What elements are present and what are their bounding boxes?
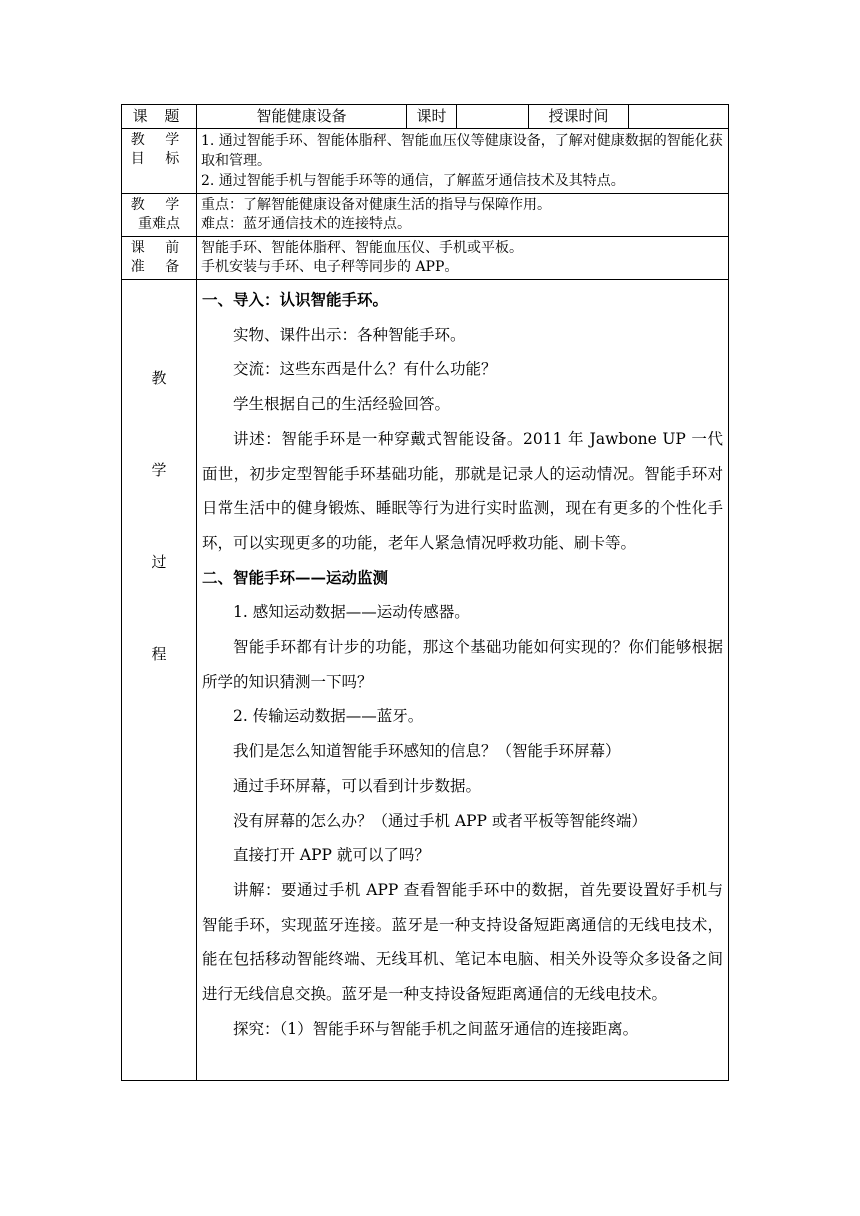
focus-content [197,194,729,237]
process-label-char-1: 教 [151,369,167,387]
process-row [122,280,729,1081]
paragraph: 没有屏幕的怎么办？（通过手机 APP 或者平板等智能终端） [233,811,647,830]
period-value [457,105,529,129]
prep-label [122,237,197,280]
prep-row [122,237,729,280]
focus-label-line-1: 教 学 [130,197,188,213]
time-label: 授课时间 [529,105,629,129]
time-value [629,105,729,129]
period-label: 课时 [407,105,457,129]
paragraph: 交流：这些东西是什么？有什么功能？ [233,360,497,379]
paragraph: 智能手环都有计步的功能，那这个基础功能如何实现的？你们能够根据所学的知识猜测一下吗？ [202,638,723,691]
lesson-plan-table [121,104,729,1081]
process-label [122,280,197,1081]
goals-label [122,129,197,194]
prep-line-1: 智能手环、智能体脂秤、智能血压仪、手机或平板。 [201,240,523,256]
section-heading-1: 一、导入：认识智能手环。 [202,290,389,309]
process-label-char-4: 程 [151,645,167,663]
paragraph: 2. 传输运动数据——蓝牙。 [233,707,424,726]
goal-line-1: 1. 通过智能手环、智能体脂秤、智能血压仪等健康设备，了解对健康数据的智能化获取和管理。 [201,133,723,169]
goal-line-2: 2. 通过智能手机与智能手环等的通信，了解蓝牙通信技术及其特点。 [201,173,625,189]
prep-label-line-2: 准 备 [130,259,188,275]
paragraph: 探究：（1）智能手环与智能手机之间蓝牙通信的连接距离。 [233,1019,639,1038]
focus-hard-point: 难点：蓝牙通信技术的连接特点。 [201,216,411,232]
paragraph: 实物、课件出示：各种智能手环。 [233,325,466,344]
header-row [122,105,729,129]
prep-line-2: 手机安装与手环、电子秤等同步的 APP。 [201,259,459,275]
focus-label-line-2: 重难点 [138,216,180,232]
paragraph: 讲述：智能手环是一种穿戴式智能设备。2011 年 Jawbone UP 一代面世，初步定型智能手环基础功能，那就是记录人的运动情况。智能手环对日常生活中的健身锻炼、睡眠等行为进行实时监测，现在有更多的个性化手环，可以实现更多的功能，老年人紧急情况呼救功能、刷卡等。 [202,429,723,552]
course-label: 课 题 [122,105,197,129]
paragraph: 讲解：要通过手机 APP 查看智能手环中的数据，首先要设置好手机与智能手环，实现蓝牙连接。蓝牙是一种支持设备短距离通信的无线电技术，能在包括移动智能终端、无线耳机、笔记本电脑、相关外设等众多设备之间进行无线信息交换。蓝牙是一种支持设备短距离通信的无线电技术。 [202,880,723,1004]
paragraph: 我们是怎么知道智能手环感知的信息？（智能手环屏幕） [233,742,621,761]
paragraph: 通过手环屏幕，可以看到计步数据。 [233,776,482,795]
paragraph: 学生根据自己的生活经验回答。 [233,395,451,414]
prep-label-line-1: 课 前 [130,240,188,256]
goals-content [197,129,729,194]
course-value: 智能健康设备 [197,105,407,129]
prep-content [197,237,729,280]
goals-label-line-1: 教 学 [130,132,188,148]
paragraph: 1. 感知运动数据——运动传感器。 [233,603,470,622]
focus-label [122,194,197,237]
goals-label-line-2: 目 标 [130,151,188,167]
focus-key-point: 重点：了解智能健康设备对健康生活的指导与保障作用。 [201,197,551,213]
lesson-plan-sheet [121,104,728,1081]
section-heading-2: 二、智能手环——运动监测 [202,567,389,587]
paragraph: 直接打开 APP 就可以了吗？ [233,846,430,865]
process-label-char-2: 学 [151,461,167,479]
goals-row [122,129,729,194]
process-label-char-3: 过 [151,553,167,571]
process-content [197,280,729,1081]
focus-row [122,194,729,237]
